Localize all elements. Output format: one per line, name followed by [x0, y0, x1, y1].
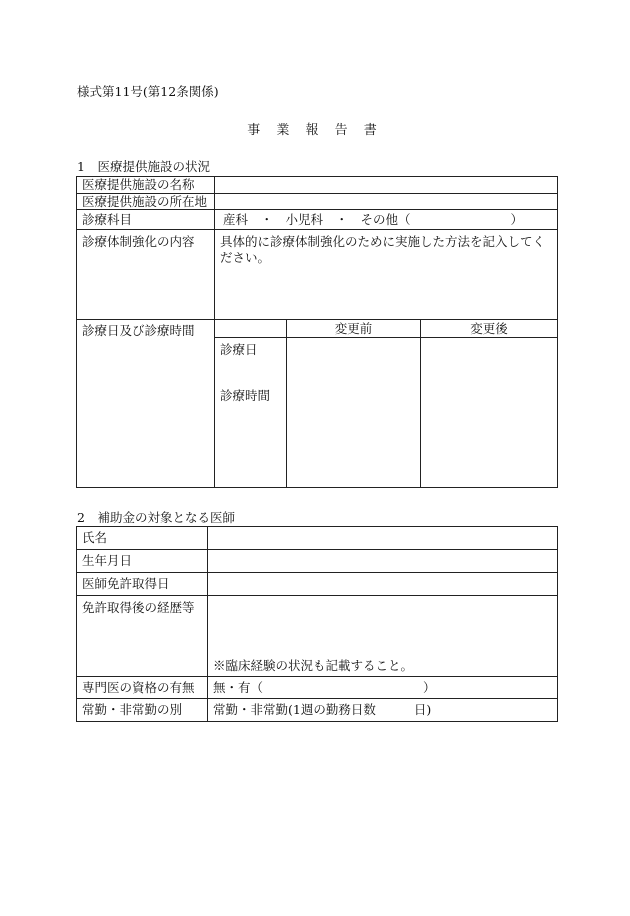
facility-name-field[interactable] — [215, 177, 558, 194]
enhancement-label: 診療体制強化の内容 — [77, 230, 215, 320]
facility-table — [76, 176, 558, 488]
before-change-header: 変更前 — [287, 320, 421, 338]
employment-label: 常勤・非常勤の別 — [77, 699, 208, 722]
facility-address-label: 医療提供施設の所在地 — [77, 193, 215, 210]
after-change-header: 変更後 — [421, 320, 558, 338]
specialist-close: ） — [423, 679, 436, 695]
hours-label: 診療時間 — [220, 387, 271, 403]
specialist-value: 無・有（ — [213, 679, 264, 695]
section1-heading: 1 医療提供施設の状況 — [77, 159, 210, 174]
license-date-field[interactable] — [208, 573, 558, 596]
license-date-label: 医師免許取得日 — [77, 573, 208, 596]
after-change-field[interactable] — [421, 338, 558, 488]
career-field[interactable] — [208, 596, 558, 677]
enhancement-instruction: 具体的に診療体制強化のために実施した方法を記入してください。 — [220, 234, 546, 265]
birthdate-label: 生年月日 — [77, 550, 208, 573]
before-change-field[interactable] — [287, 338, 421, 488]
doctor-name-field[interactable] — [208, 527, 558, 550]
form-number: 様式第11号(第12条関係) — [77, 84, 219, 99]
employment-value: 常勤・非常勤(1週の勤務日数 — [213, 702, 376, 718]
department-options: 産科 ・ 小児科 ・ その他（ — [223, 211, 411, 227]
section2-heading: 2 補助金の対象となる医師 — [77, 510, 235, 525]
employment-close: 日) — [413, 702, 432, 718]
document-title: 事 業 報 告 書 — [247, 123, 383, 138]
doctor-table — [76, 526, 558, 722]
schedule-row-labels — [215, 338, 287, 488]
department-label: 診療科目 — [77, 210, 215, 230]
enhancement-field[interactable] — [215, 230, 558, 320]
employment-field[interactable] — [208, 699, 558, 722]
doctor-name-label: 氏名 — [77, 527, 208, 550]
schedule-label: 診療日及び診療時間 — [77, 320, 215, 488]
department-close: ） — [510, 211, 524, 227]
specialist-field[interactable] — [208, 677, 558, 699]
career-note: ※臨床経験の状況も記載すること。 — [213, 658, 414, 674]
facility-name-label: 医療提供施設の名称 — [77, 177, 215, 194]
days-label: 診療日 — [220, 342, 258, 358]
career-label: 免許取得後の経歴等 — [77, 596, 208, 677]
specialist-label: 専門医の資格の有無 — [77, 677, 208, 699]
schedule-blank-header — [215, 320, 287, 338]
department-field[interactable] — [215, 210, 558, 230]
birthdate-field[interactable] — [208, 550, 558, 573]
facility-address-field[interactable] — [215, 193, 558, 210]
